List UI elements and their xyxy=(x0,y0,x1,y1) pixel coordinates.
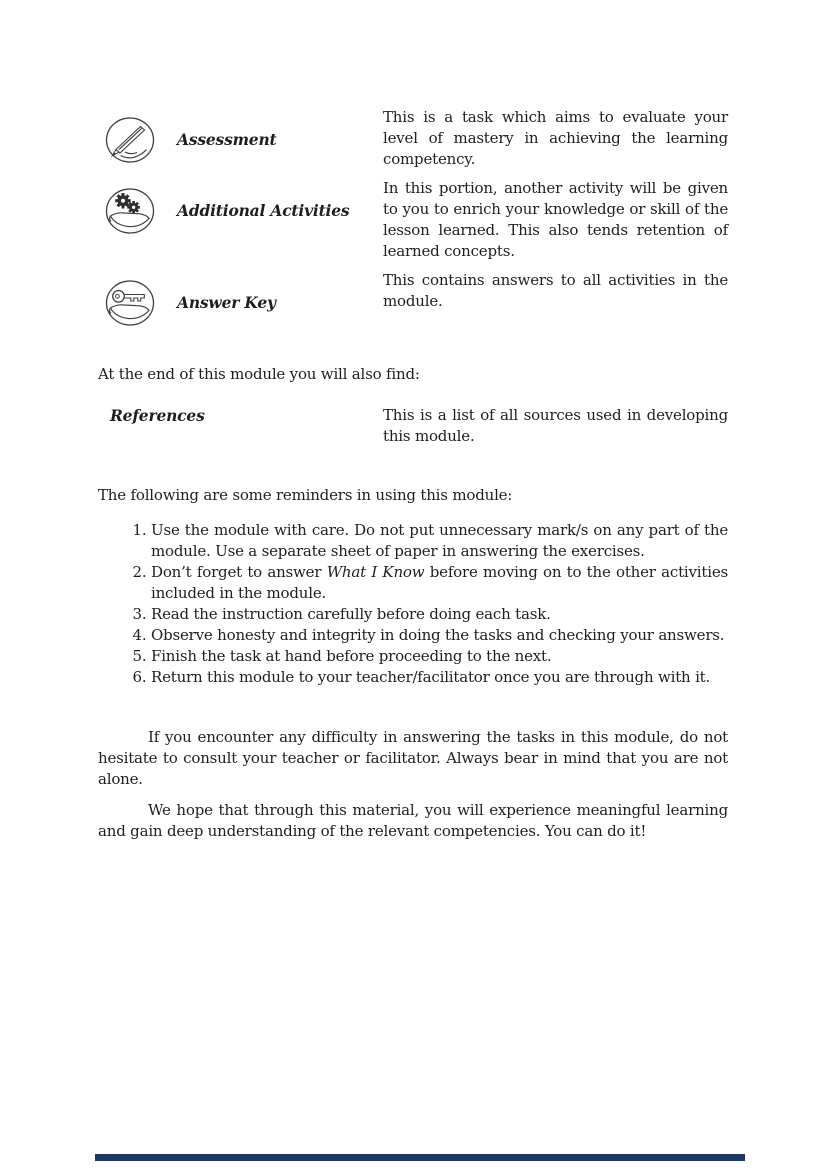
key-on-hand-icon xyxy=(104,279,156,327)
end-of-module-intro: At the end of this module you will also find: xyxy=(98,365,420,383)
assessment-row xyxy=(98,107,728,170)
reminder-italic-text: What I Know xyxy=(326,563,425,581)
reminders-list xyxy=(98,520,728,688)
references-label: References xyxy=(110,406,205,425)
reminder-text: Use the module with care. Do not put unnecessary mark/s on any part of the module. Use a separate sheet of paper in answering the exercises. xyxy=(151,521,728,560)
reminder-text: Read the instruction carefully before doing each task. xyxy=(151,605,551,623)
answer-key-icon-cell xyxy=(98,270,177,327)
hand-writing-pen-icon xyxy=(104,116,156,164)
reminder-text: Observe honesty and integrity in doing the tasks and checking your answers. xyxy=(151,626,725,644)
references-row xyxy=(98,405,728,447)
reminders-intro: The following are some reminders in using this module: xyxy=(98,486,513,504)
footer-bar xyxy=(95,1154,745,1161)
additional-activities-row xyxy=(98,178,728,262)
page-content xyxy=(98,0,728,842)
reminder-item-5 xyxy=(151,646,728,667)
assessment-description: This is a task which aims to evaluate your level of mastery in achieving the learning competency. xyxy=(383,108,728,168)
reminder-item-1 xyxy=(151,520,728,562)
answer-key-description: This contains answers to all activities in the module. xyxy=(383,271,728,310)
reminder-text: before moving on to the other activities included in the module. xyxy=(151,563,728,602)
reminder-item-4 xyxy=(151,625,728,646)
closing-paragraph-2: We hope that through this material, you will experience meaningful learning and gain deep understanding of the relevant competencies. You can do it! xyxy=(98,801,728,840)
module-parts-table xyxy=(98,0,728,327)
additional-activities-description: In this portion, another activity will be given to you to enrich your knowledge or skill of the lesson learned. This also tends retention of learned concepts. xyxy=(383,179,728,260)
answer-key-row xyxy=(98,270,728,327)
reminder-item-2 xyxy=(151,562,728,604)
references-description: This is a list of all sources used in developing this module. xyxy=(383,406,728,445)
reminder-text: Return this module to your teacher/facilitator once you are through with it. xyxy=(151,668,711,686)
closing-paragraph-1: If you encounter any difficulty in answering the tasks in this module, do not hesitate to consult your teacher or facilitator. Always bear in mind that you are not alone. xyxy=(98,728,728,788)
additional-activities-icon-cell xyxy=(98,178,177,262)
reminder-text: Finish the task at hand before proceeding to the next. xyxy=(151,647,552,665)
reminder-item-6 xyxy=(151,667,728,688)
assessment-label: Assessment xyxy=(177,130,277,149)
answer-key-label: Answer Key xyxy=(177,293,276,312)
reminder-text: Don’t forget to answer xyxy=(151,563,327,581)
additional-activities-label: Additional Activities xyxy=(177,201,350,220)
gears-on-hand-icon xyxy=(104,187,156,235)
assessment-icon-cell xyxy=(98,107,177,170)
reminder-item-3 xyxy=(151,604,728,625)
gear-small xyxy=(127,201,140,214)
